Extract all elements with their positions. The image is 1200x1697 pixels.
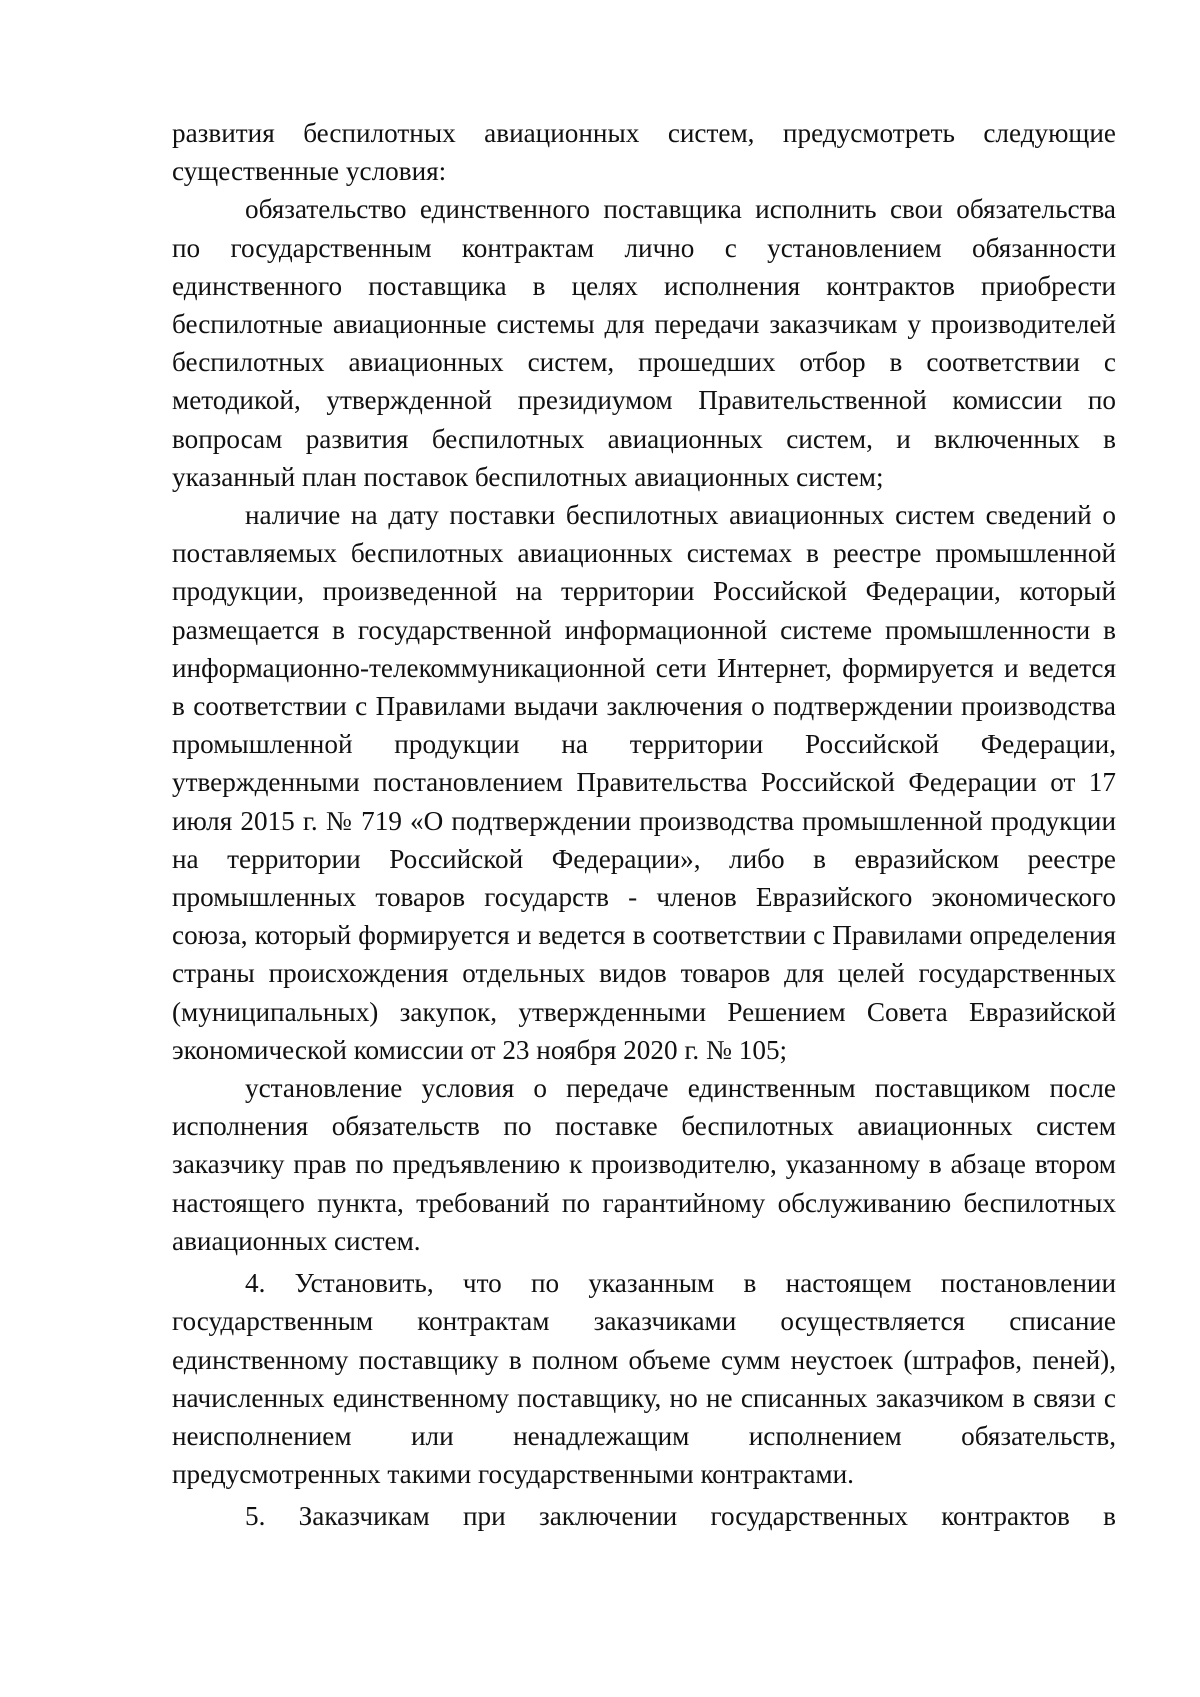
paragraph-supplier-obligation: обязательство единственного поставщика исполнить свои обязательства по государственным контрактам лично с установлением обязанности единственного поставщика в целях исполнения контрактов приобрести беспилотные авиационные системы для передачи заказчикам у производителей беспилотных авиационных систем, прошедших отбор в соответствии с методикой, утвержденной президиумом Правительственной комиссии по вопросам развития беспилотных авиационных систем, и включенных в указанный план поставок беспилотных авиационных систем; bbox=[172, 194, 1116, 492]
paragraph-warranty-rights: установление условия о передаче единственным поставщиком после исполнения обязательств по поставке беспилотных авиационных систем заказчику прав по предъявлению к производителю, указанному в абзаце втором настоящего пункта, требований по гарантийному обслуживанию беспилотных авиационных систем. bbox=[172, 1073, 1116, 1256]
paragraph-intro-continuation: развития беспилотных авиационных систем, предусмотреть следующие существенные условия: bbox=[172, 118, 1116, 187]
paragraph-item-5: 5. Заказчикам при заключении государственных контрактов в bbox=[245, 1501, 1116, 1532]
paragraph-registry-information: наличие на дату поставки беспилотных авиационных систем сведений о поставляемых беспилотных авиационных системах в реестре промышленной продукции, произведенной на территории Российской Федерации, который размещается в государственной информационной системе промышленности в информационно-телекоммуникационной сети Интернет, формируется и ведется в соответствии с Правилами выдачи заключения о подтверждении производства промышленной продукции на территории Российской Федерации, утвержденными постановлением Правительства Российской Федерации от 17 июля 2015 г. № 719 «О подтверждении производства промышленной продукции на территории Российской Федерации», либо в евразийском реестре промышленных товаров государств - членов Евразийского экономического союза, который формируется и ведется в соответствии с Правилами определения страны происхождения отдельных видов товаров для целей государственных (муниципальных) закупок, утвержденными Решением Совета Евразийской экономической комиссии от 23 ноября 2020 г. № 105; bbox=[172, 500, 1116, 1065]
paragraph-item-4: 4. Установить, что по указанным в настоящем постановлении государственным контрактам заказчиками осуществляется списание единственному поставщику в полном объеме сумм неустоек (штрафов, пеней), начисленных единственному поставщику, но не списанных заказчиком в связи с неисполнением или ненадлежащим исполнением обязательств, предусмотренных такими государственными контрактами. bbox=[172, 1268, 1116, 1490]
document-body bbox=[172, 114, 1116, 1536]
